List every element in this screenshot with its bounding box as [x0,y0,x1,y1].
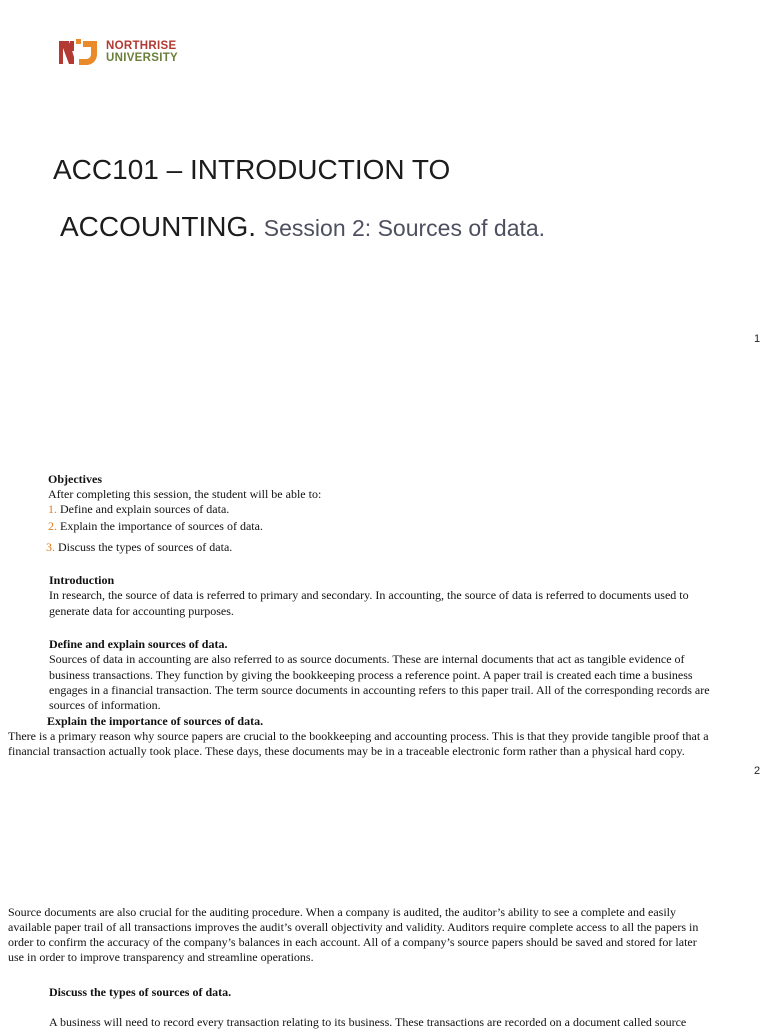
importance-line: There is a primary reason why source papers are crucial to the bookkeeping and accounting process. This is that they provide tangible proof that a [8,729,709,743]
northrise-logo-mark-icon [59,39,97,66]
auditing-line: use in order to improve transparency and streamline operations. [8,950,314,964]
introduction-heading: Introduction [49,573,115,587]
course-title-line-2 [60,211,545,243]
auditing-line: available paper trail of all transactions improves the audit’s overall objectivity and validity. Auditors require complete access to all the papers in [8,920,699,934]
objective-text: Explain the importance of sources of data. [57,519,263,533]
objective-item [48,502,229,518]
importance-heading: Explain the importance of sources of data. [47,714,264,728]
objective-number: 2. [48,519,57,533]
page-number: 1 [754,333,761,345]
define-heading: Define and explain sources of data. [49,637,228,651]
objective-text: Define and explain sources of data. [57,502,230,516]
objective-item [46,540,232,556]
importance-line: financial transaction actually took place. These days, these documents may be in a traceable electronic form rather than a physical hard copy. [8,744,685,758]
logo-line-1: NORTHRISE [106,40,177,52]
course-title-line-1: ACC101 – INTRODUCTION TO [53,154,451,185]
university-logo [59,39,199,67]
objective-number: 1. [48,502,57,516]
types-heading: Discuss the types of sources of data. [49,985,232,999]
objective-number: 3. [46,540,55,554]
define-line: Sources of data in accounting are also referred to as source documents. These are internal documents that act as tangible evidence of [49,652,685,666]
course-title-accounting: ACCOUNTING. [60,211,256,242]
define-line: engages in a financial transaction. The term source documents in accounting refers to this paper trail. All of the corresponding records are [49,683,710,697]
introduction-line: In research, the source of data is referred to primary and secondary. In accounting, the source of data is referred to documents used to [49,588,689,602]
define-line: sources of information. [49,698,161,712]
objective-text: Discuss the types of sources of data. [55,540,233,554]
logo-wordmark [106,40,178,64]
introduction-line: generate data for accounting purposes. [49,604,234,618]
session-subtitle: Session 2: Sources of data. [263,215,546,241]
objectives-intro: After completing this session, the student will be able to: [48,487,322,501]
logo-line-2: UNIVERSITY [106,52,179,64]
auditing-line: Source documents are also crucial for the auditing procedure. When a company is audited, the auditor’s ability to see a complete and easily [8,905,676,919]
define-line: business transactions. They function by giving the bookkeeping process a reference point. A paper trail is created each time a business [49,668,693,682]
page-number: 2 [754,765,761,777]
types-line: A business will need to record every transaction relating to its business. These transactions are recorded on a document called source [49,1015,687,1029]
auditing-line: order to confirm the accuracy of the company’s balances in each account. All of a company’s source papers should be saved and stored for later [8,935,697,949]
objectives-heading: Objectives [48,472,102,486]
objective-item [48,519,263,535]
